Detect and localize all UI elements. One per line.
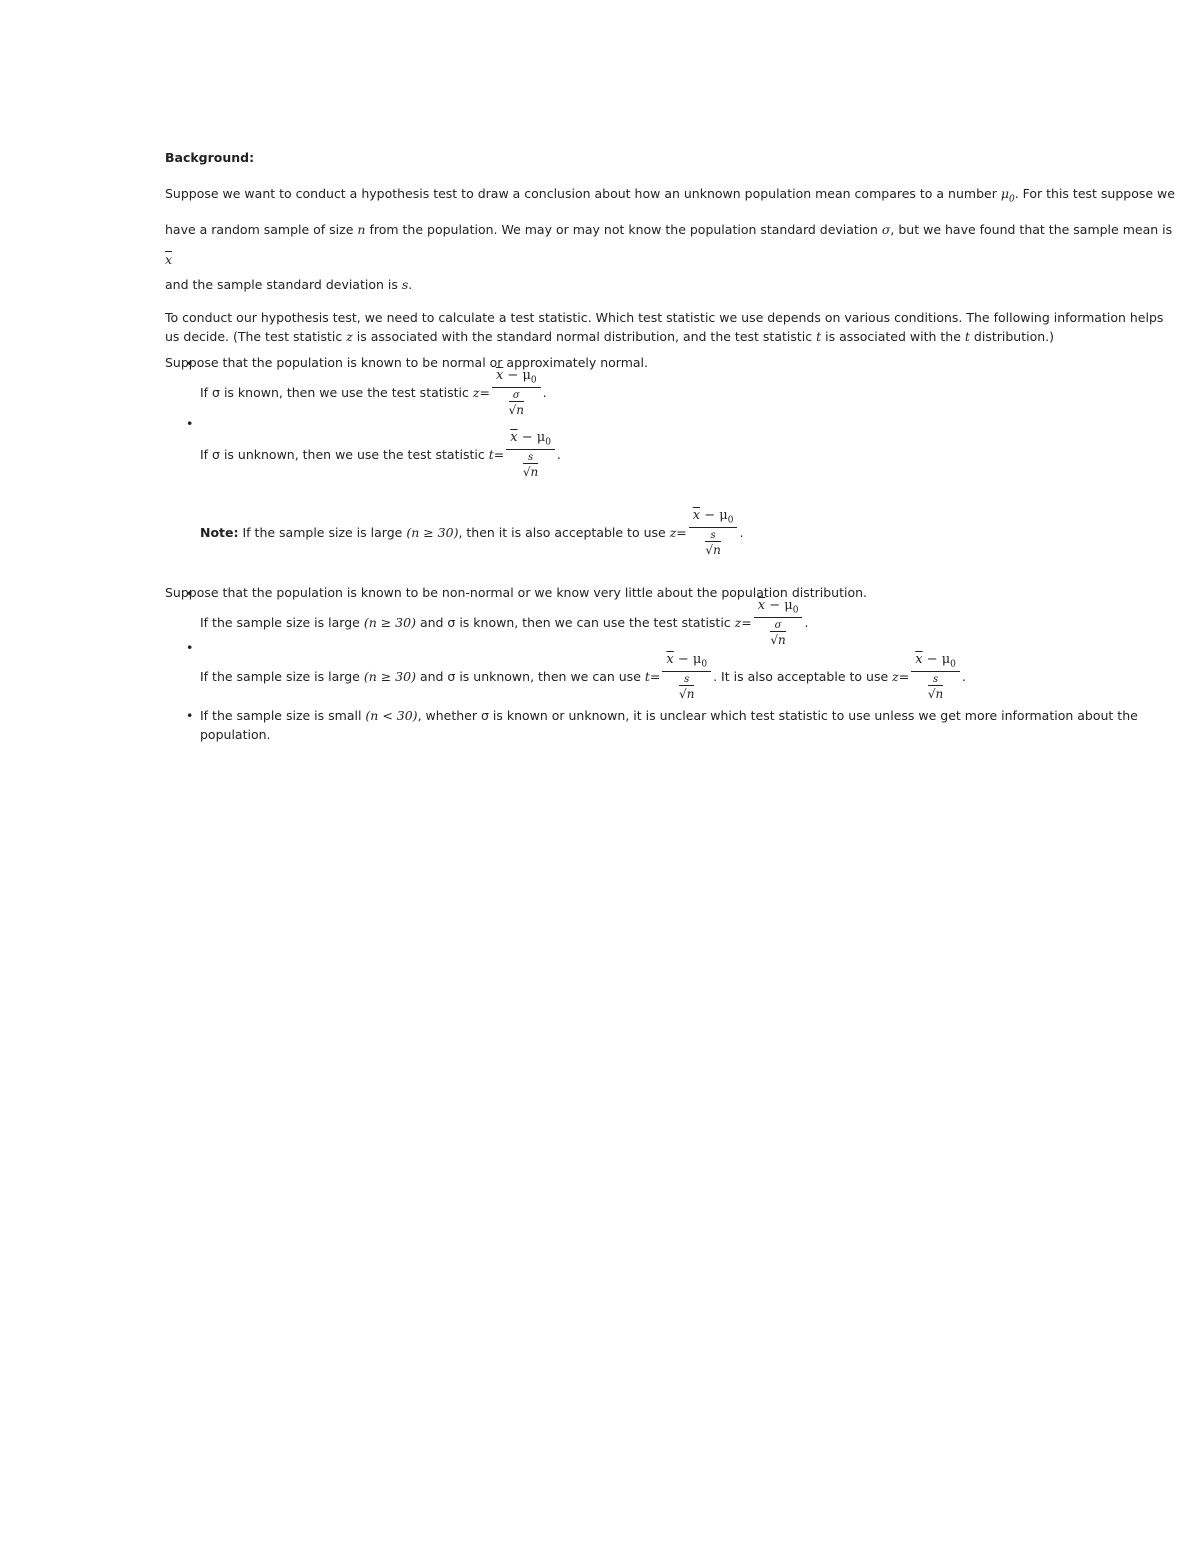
sigma-symbol: σ bbox=[881, 221, 891, 237]
x: $\overline{x}$ bbox=[666, 651, 674, 667]
text: • If the sample size is large bbox=[200, 669, 360, 684]
text: • If σ is unknown, then we use the test statistic bbox=[200, 447, 485, 462]
period: . bbox=[713, 669, 718, 684]
z-symbol: z bbox=[472, 385, 480, 400]
x: $\overline{x}$ bbox=[510, 429, 518, 445]
note-label: Note: bbox=[200, 525, 239, 540]
equals: = bbox=[898, 669, 910, 684]
t-symbol: t bbox=[644, 669, 650, 684]
condition: (n ≥ 30) bbox=[363, 669, 416, 684]
n: n bbox=[686, 687, 695, 702]
fraction bbox=[662, 652, 711, 702]
mu: − μ bbox=[503, 367, 531, 383]
period: . bbox=[961, 669, 966, 684]
numerator bbox=[911, 652, 960, 673]
text: is associated with the standard normal distribution, and the test statistic bbox=[356, 328, 813, 344]
n: n bbox=[713, 543, 721, 558]
equals: = bbox=[649, 669, 661, 684]
x: $\overline{x}$ bbox=[692, 507, 701, 523]
text: , then it is also acceptable to use bbox=[458, 525, 666, 540]
sub: 0 bbox=[950, 659, 956, 670]
text: If the sample size is large bbox=[242, 525, 403, 540]
sub: 0 bbox=[701, 659, 708, 670]
equals: = bbox=[493, 447, 505, 462]
denominator bbox=[679, 672, 694, 701]
t-symbol: t bbox=[488, 447, 494, 462]
n: n bbox=[778, 633, 786, 648]
equals: = bbox=[479, 385, 490, 400]
paragraph-normal: Suppose that the population is known to be normal or approximately normal. bbox=[165, 354, 648, 370]
text: • If σ is known, then we use the test statistic bbox=[200, 385, 469, 400]
fraction bbox=[689, 508, 738, 558]
period: . bbox=[804, 615, 809, 630]
period: . bbox=[542, 385, 547, 400]
xbar-symbol: $\overline{x}$ bbox=[165, 251, 173, 267]
n: n bbox=[935, 687, 944, 702]
text: distribution.) bbox=[973, 328, 1055, 344]
sqrt-n: √n bbox=[679, 687, 695, 702]
fraction bbox=[911, 652, 960, 702]
x: $\overline{x}$ bbox=[915, 651, 923, 667]
normal-list bbox=[165, 356, 1175, 494]
list-item bbox=[200, 416, 1175, 494]
text: and σ is unknown, then we can use bbox=[419, 669, 641, 684]
denominator bbox=[523, 450, 538, 479]
paragraph-intro-cont bbox=[165, 275, 1175, 294]
equals: = bbox=[676, 525, 687, 540]
sub: 0 bbox=[545, 437, 551, 448]
sub: 0 bbox=[727, 515, 734, 526]
z-symbol: z bbox=[734, 615, 742, 630]
s: s bbox=[528, 452, 534, 464]
mu-symbol bbox=[1000, 186, 1015, 205]
n-symbol: n bbox=[357, 221, 366, 237]
numerator bbox=[662, 652, 711, 673]
t-symbol: t bbox=[964, 328, 970, 344]
n: n bbox=[516, 403, 524, 418]
sub: 0 bbox=[792, 605, 799, 616]
mu: − μ bbox=[700, 507, 728, 523]
text: To conduct our hypothesis test, we need to calculate a test statistic. Which test statistic we use depends on various conditions. The following information helps us decide. (The test statistic bbox=[165, 309, 1164, 344]
n: n bbox=[530, 465, 539, 480]
mu: μ bbox=[1000, 186, 1009, 201]
condition: (n ≥ 30) bbox=[363, 615, 416, 630]
z-symbol: z bbox=[669, 525, 677, 540]
sqrt-n: √n bbox=[770, 633, 786, 648]
sqrt-n: √n bbox=[508, 403, 524, 418]
numerator bbox=[754, 598, 803, 619]
numerator bbox=[492, 368, 541, 389]
text: and the sample standard deviation is bbox=[165, 276, 398, 292]
period: . bbox=[556, 447, 561, 462]
sub: 0 bbox=[530, 375, 537, 386]
t-symbol: t bbox=[816, 328, 822, 344]
mu: − μ bbox=[765, 597, 793, 613]
text: is associated with the bbox=[825, 328, 961, 344]
text: . bbox=[408, 276, 413, 292]
numerator bbox=[689, 508, 738, 529]
sigma: σ bbox=[774, 620, 782, 632]
paragraph-intro bbox=[165, 179, 1175, 275]
x: $\overline{x}$ bbox=[757, 597, 766, 613]
mu: − μ bbox=[517, 429, 546, 445]
text: , but we have found that the sample mean is bbox=[890, 221, 1173, 237]
numerator bbox=[506, 430, 555, 451]
note bbox=[165, 494, 1175, 572]
fraction bbox=[506, 430, 555, 480]
list-item bbox=[200, 706, 1175, 744]
sub: 0 bbox=[1008, 194, 1015, 205]
text: , whether σ is known or unknown, it is unclear which test statistic to use unless we get more information about the population. bbox=[200, 707, 1138, 742]
s: s bbox=[932, 674, 939, 686]
z-symbol: z bbox=[346, 328, 353, 344]
text: • If the sample size is large bbox=[200, 615, 360, 630]
paragraph-nonnormal: Suppose that the population is known to be non-normal or we know very little about the population distribution. bbox=[165, 584, 868, 600]
denominator bbox=[509, 388, 524, 417]
mu: − μ bbox=[922, 651, 951, 667]
sqrt-n: √n bbox=[927, 687, 944, 702]
text: and σ is known, then we can use the test statistic bbox=[419, 615, 731, 630]
s: s bbox=[710, 530, 716, 542]
text: . For this test suppose we have a random sample of size bbox=[165, 186, 1175, 237]
mu: − μ bbox=[673, 651, 702, 667]
paragraph-test-statistic bbox=[165, 308, 1175, 346]
denominator bbox=[705, 528, 720, 557]
s: s bbox=[684, 674, 690, 686]
condition: (n < 30) bbox=[365, 707, 418, 723]
document-body bbox=[165, 150, 1175, 744]
nonnormal-list bbox=[165, 586, 1175, 744]
equals: = bbox=[741, 615, 752, 630]
z-symbol: z bbox=[892, 669, 899, 684]
x: $\overline{x}$ bbox=[495, 367, 504, 383]
list-item bbox=[200, 640, 1175, 714]
text: If the sample size is small bbox=[200, 707, 362, 723]
condition: (n ≥ 30) bbox=[406, 525, 459, 540]
text: Suppose we want to conduct a hypothesis test to draw a conclusion about how an unknown population mean compares to a number bbox=[165, 186, 997, 201]
denominator bbox=[928, 672, 943, 701]
s-symbol: s bbox=[401, 276, 409, 292]
text: It is also acceptable to use bbox=[721, 669, 889, 684]
text: from the population. We may or may not know the population standard deviation bbox=[369, 221, 878, 237]
fraction bbox=[492, 368, 541, 418]
sigma: σ bbox=[512, 390, 520, 402]
period: . bbox=[739, 525, 744, 540]
sqrt-n: √n bbox=[522, 465, 539, 480]
sqrt-n: √n bbox=[705, 543, 721, 558]
background-heading: Background: bbox=[165, 150, 255, 165]
